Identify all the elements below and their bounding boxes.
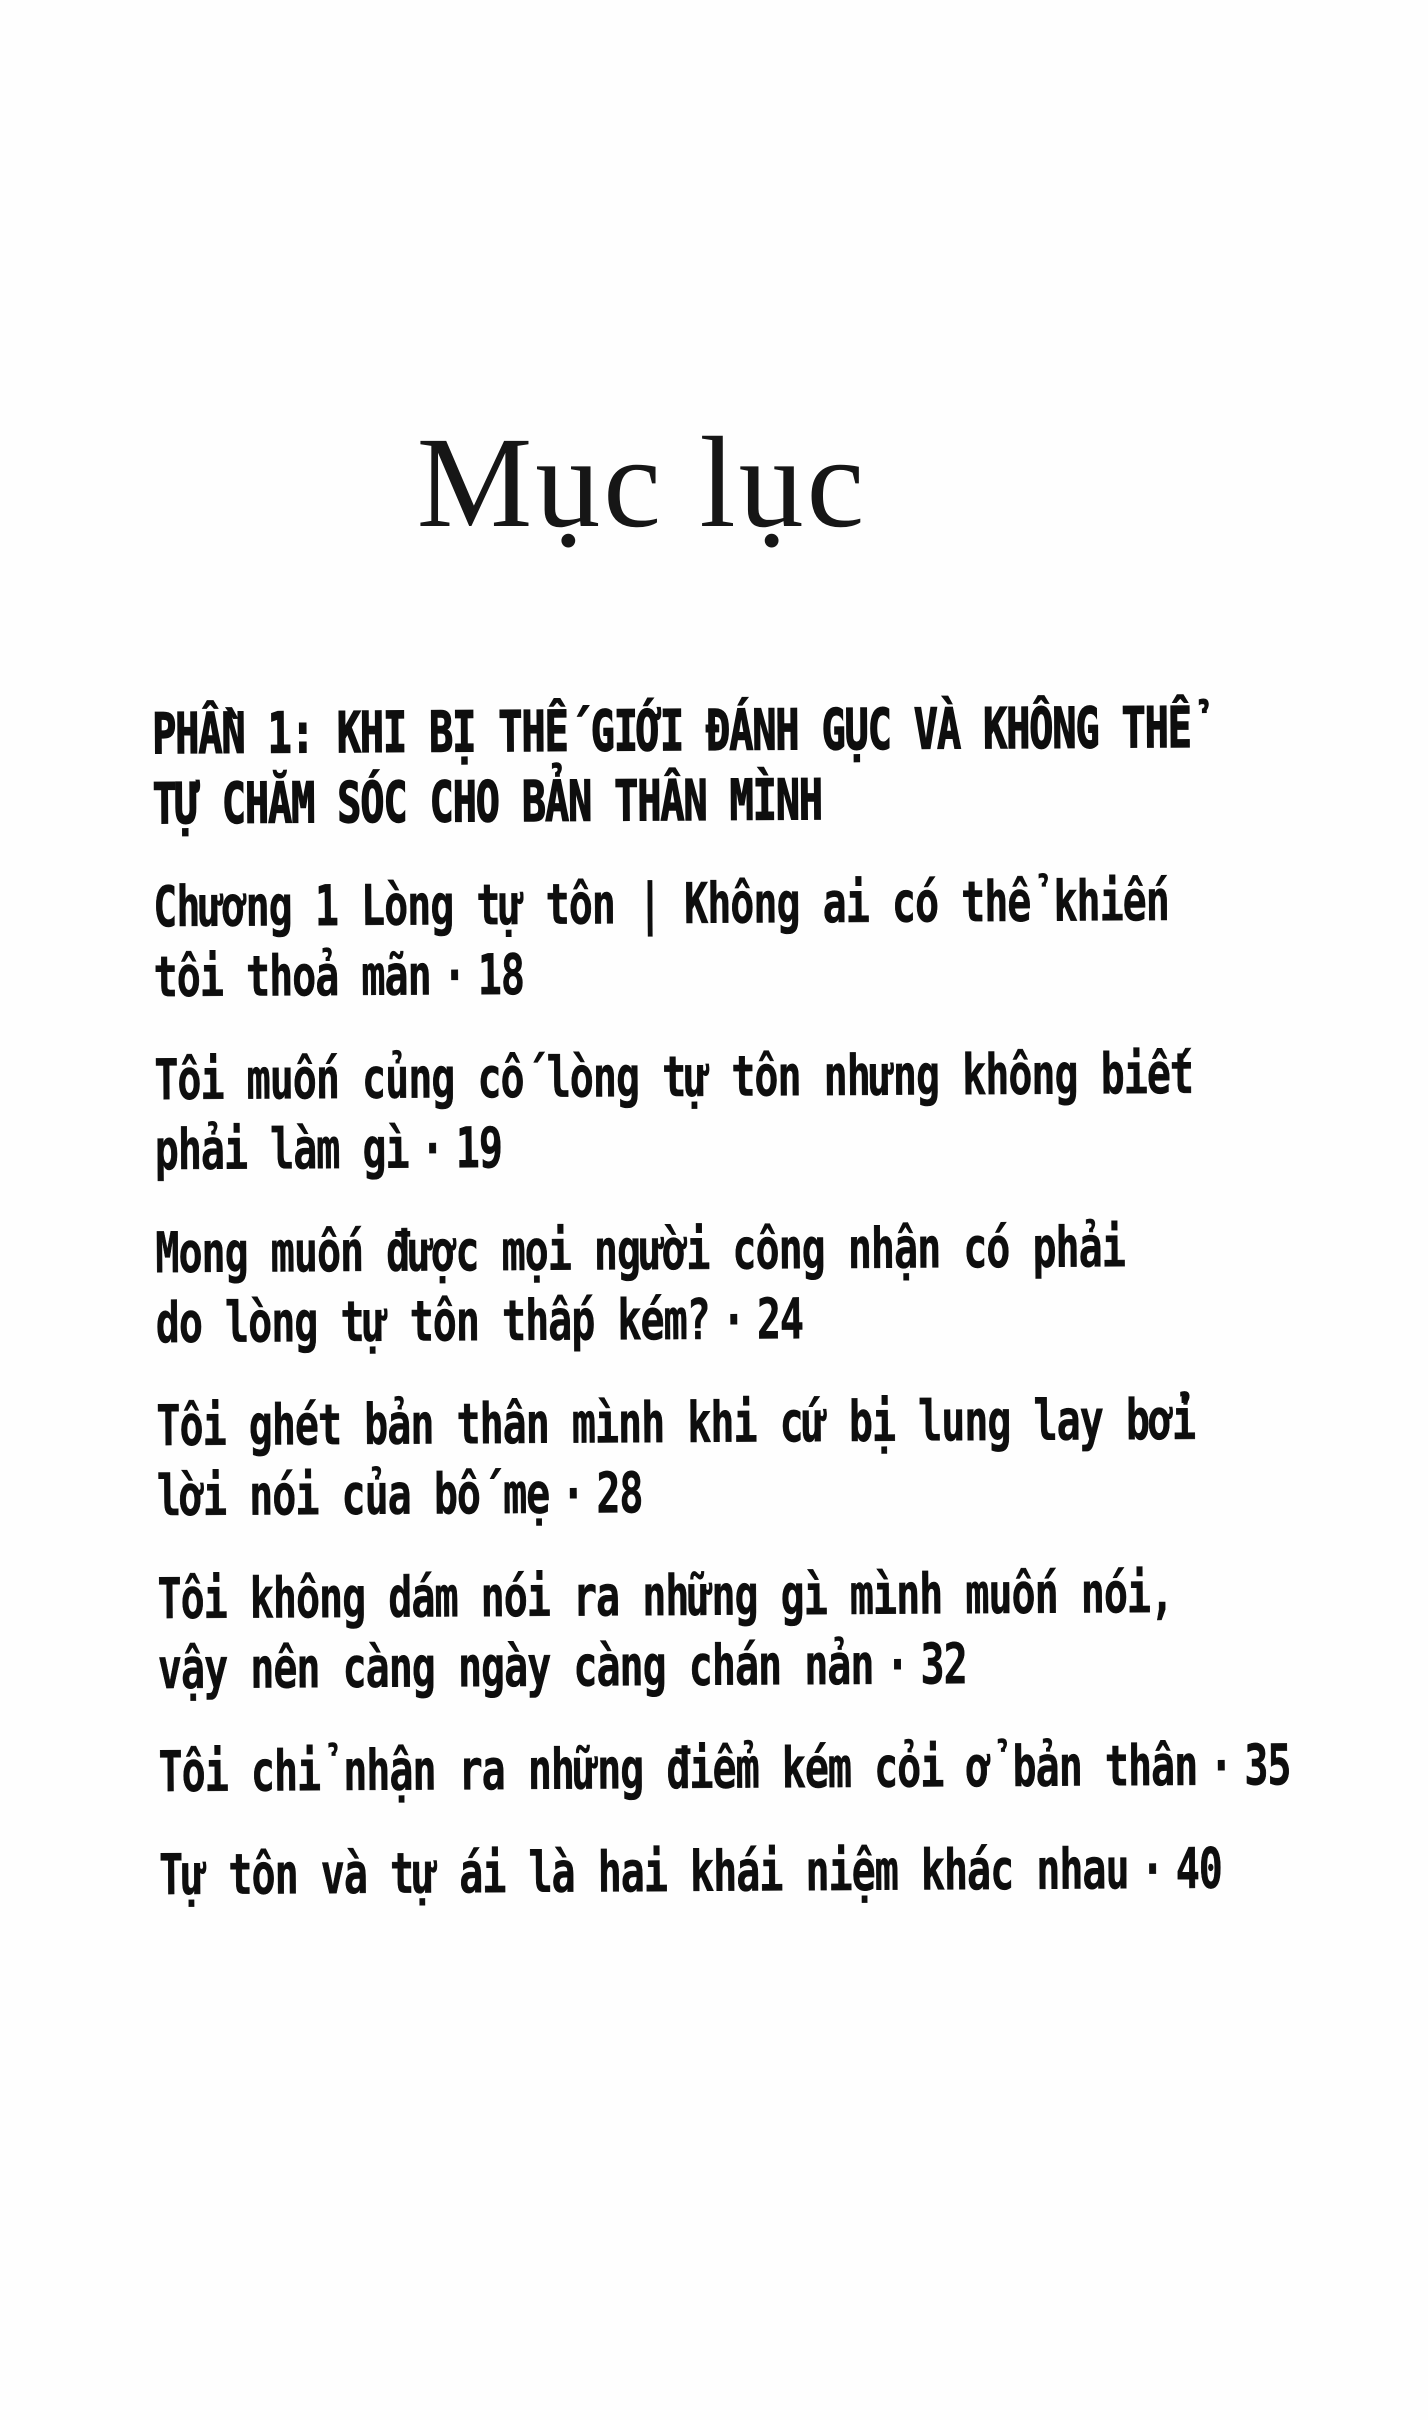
separator-dot: · <box>1140 1837 1164 1903</box>
toc-entry <box>156 1385 1347 1532</box>
separator-dot: · <box>561 1462 585 1527</box>
toc-entry-text: do lòng tự tôn thấp kém? <box>155 1288 710 1357</box>
toc-entry-line: Tôi không dám nói ra những gì mình muốn nói, <box>157 1561 1174 1633</box>
toc-entry-line: Mong muốn được mọi người công nhận có phải <box>155 1215 1126 1287</box>
toc-entry-text: lời nói của bố mẹ <box>156 1462 550 1530</box>
toc-entry-text: vậy nên càng ngày càng chán nản <box>157 1633 874 1703</box>
toc-entry <box>159 1834 1349 1911</box>
page-number: 18 <box>477 943 525 1009</box>
page-number: 32 <box>920 1632 967 1698</box>
page-number: 40 <box>1175 1837 1223 1902</box>
toc-part-heading-line: TỰ CHĂM SÓC CHO BẢN THÂN MÌNH <box>152 768 823 838</box>
toc-entry-line <box>157 1441 1348 1546</box>
toc-entry <box>157 1558 1348 1705</box>
toc-entry-line <box>158 1614 1349 1719</box>
toc-entry <box>158 1731 1348 1808</box>
page-number: 24 <box>756 1287 804 1353</box>
toc-entry-text: phải làm gì <box>154 1117 409 1184</box>
toc-entry-line <box>154 1095 1345 1200</box>
toc-entry-line: Tôi ghét bản thân mình khi cứ bị lung lay bởi <box>156 1388 1196 1460</box>
toc-entry <box>154 1039 1345 1186</box>
toc-entry-line <box>153 922 1344 1027</box>
toc-entry <box>153 866 1344 1013</box>
separator-dot: · <box>442 943 466 1009</box>
toc-entry-line: Tôi muốn củng cố lòng tự tôn nhưng không biết <box>154 1042 1194 1114</box>
table-of-contents <box>152 693 1350 1944</box>
separator-dot: · <box>885 1633 909 1698</box>
toc-entry-line: Chương 1 Lòng tự tôn | Không ai có thể khiến <box>153 869 1170 941</box>
toc-entry-text: tôi thoả mãn <box>153 944 431 1011</box>
toc-entry-text: Tự tôn và tự ái là hai khái niệm khác nhau <box>158 1837 1129 1909</box>
page-number: 35 <box>1244 1733 1291 1799</box>
page-number: 28 <box>596 1461 643 1527</box>
page-number: 19 <box>455 1116 503 1182</box>
toc-part-heading <box>152 693 1343 840</box>
toc-entry-line <box>159 1820 1350 1925</box>
separator-dot: · <box>1209 1734 1233 1799</box>
separator-dot: · <box>721 1288 746 1353</box>
toc-entry <box>155 1212 1346 1359</box>
toc-entry-line <box>156 1268 1347 1373</box>
toc-entry-line <box>158 1717 1349 1822</box>
page-title: Mục lục <box>416 411 868 555</box>
toc-part-heading-line: PHẦN 1: KHI BỊ THẾ GIỚI ĐÁNH GỤC VÀ KHÔNG THỂ <box>152 696 1192 768</box>
separator-dot: · <box>420 1117 444 1182</box>
toc-entry-text: Tôi chỉ nhận ra những điểm kém cỏi ở bản thân <box>158 1734 1198 1806</box>
